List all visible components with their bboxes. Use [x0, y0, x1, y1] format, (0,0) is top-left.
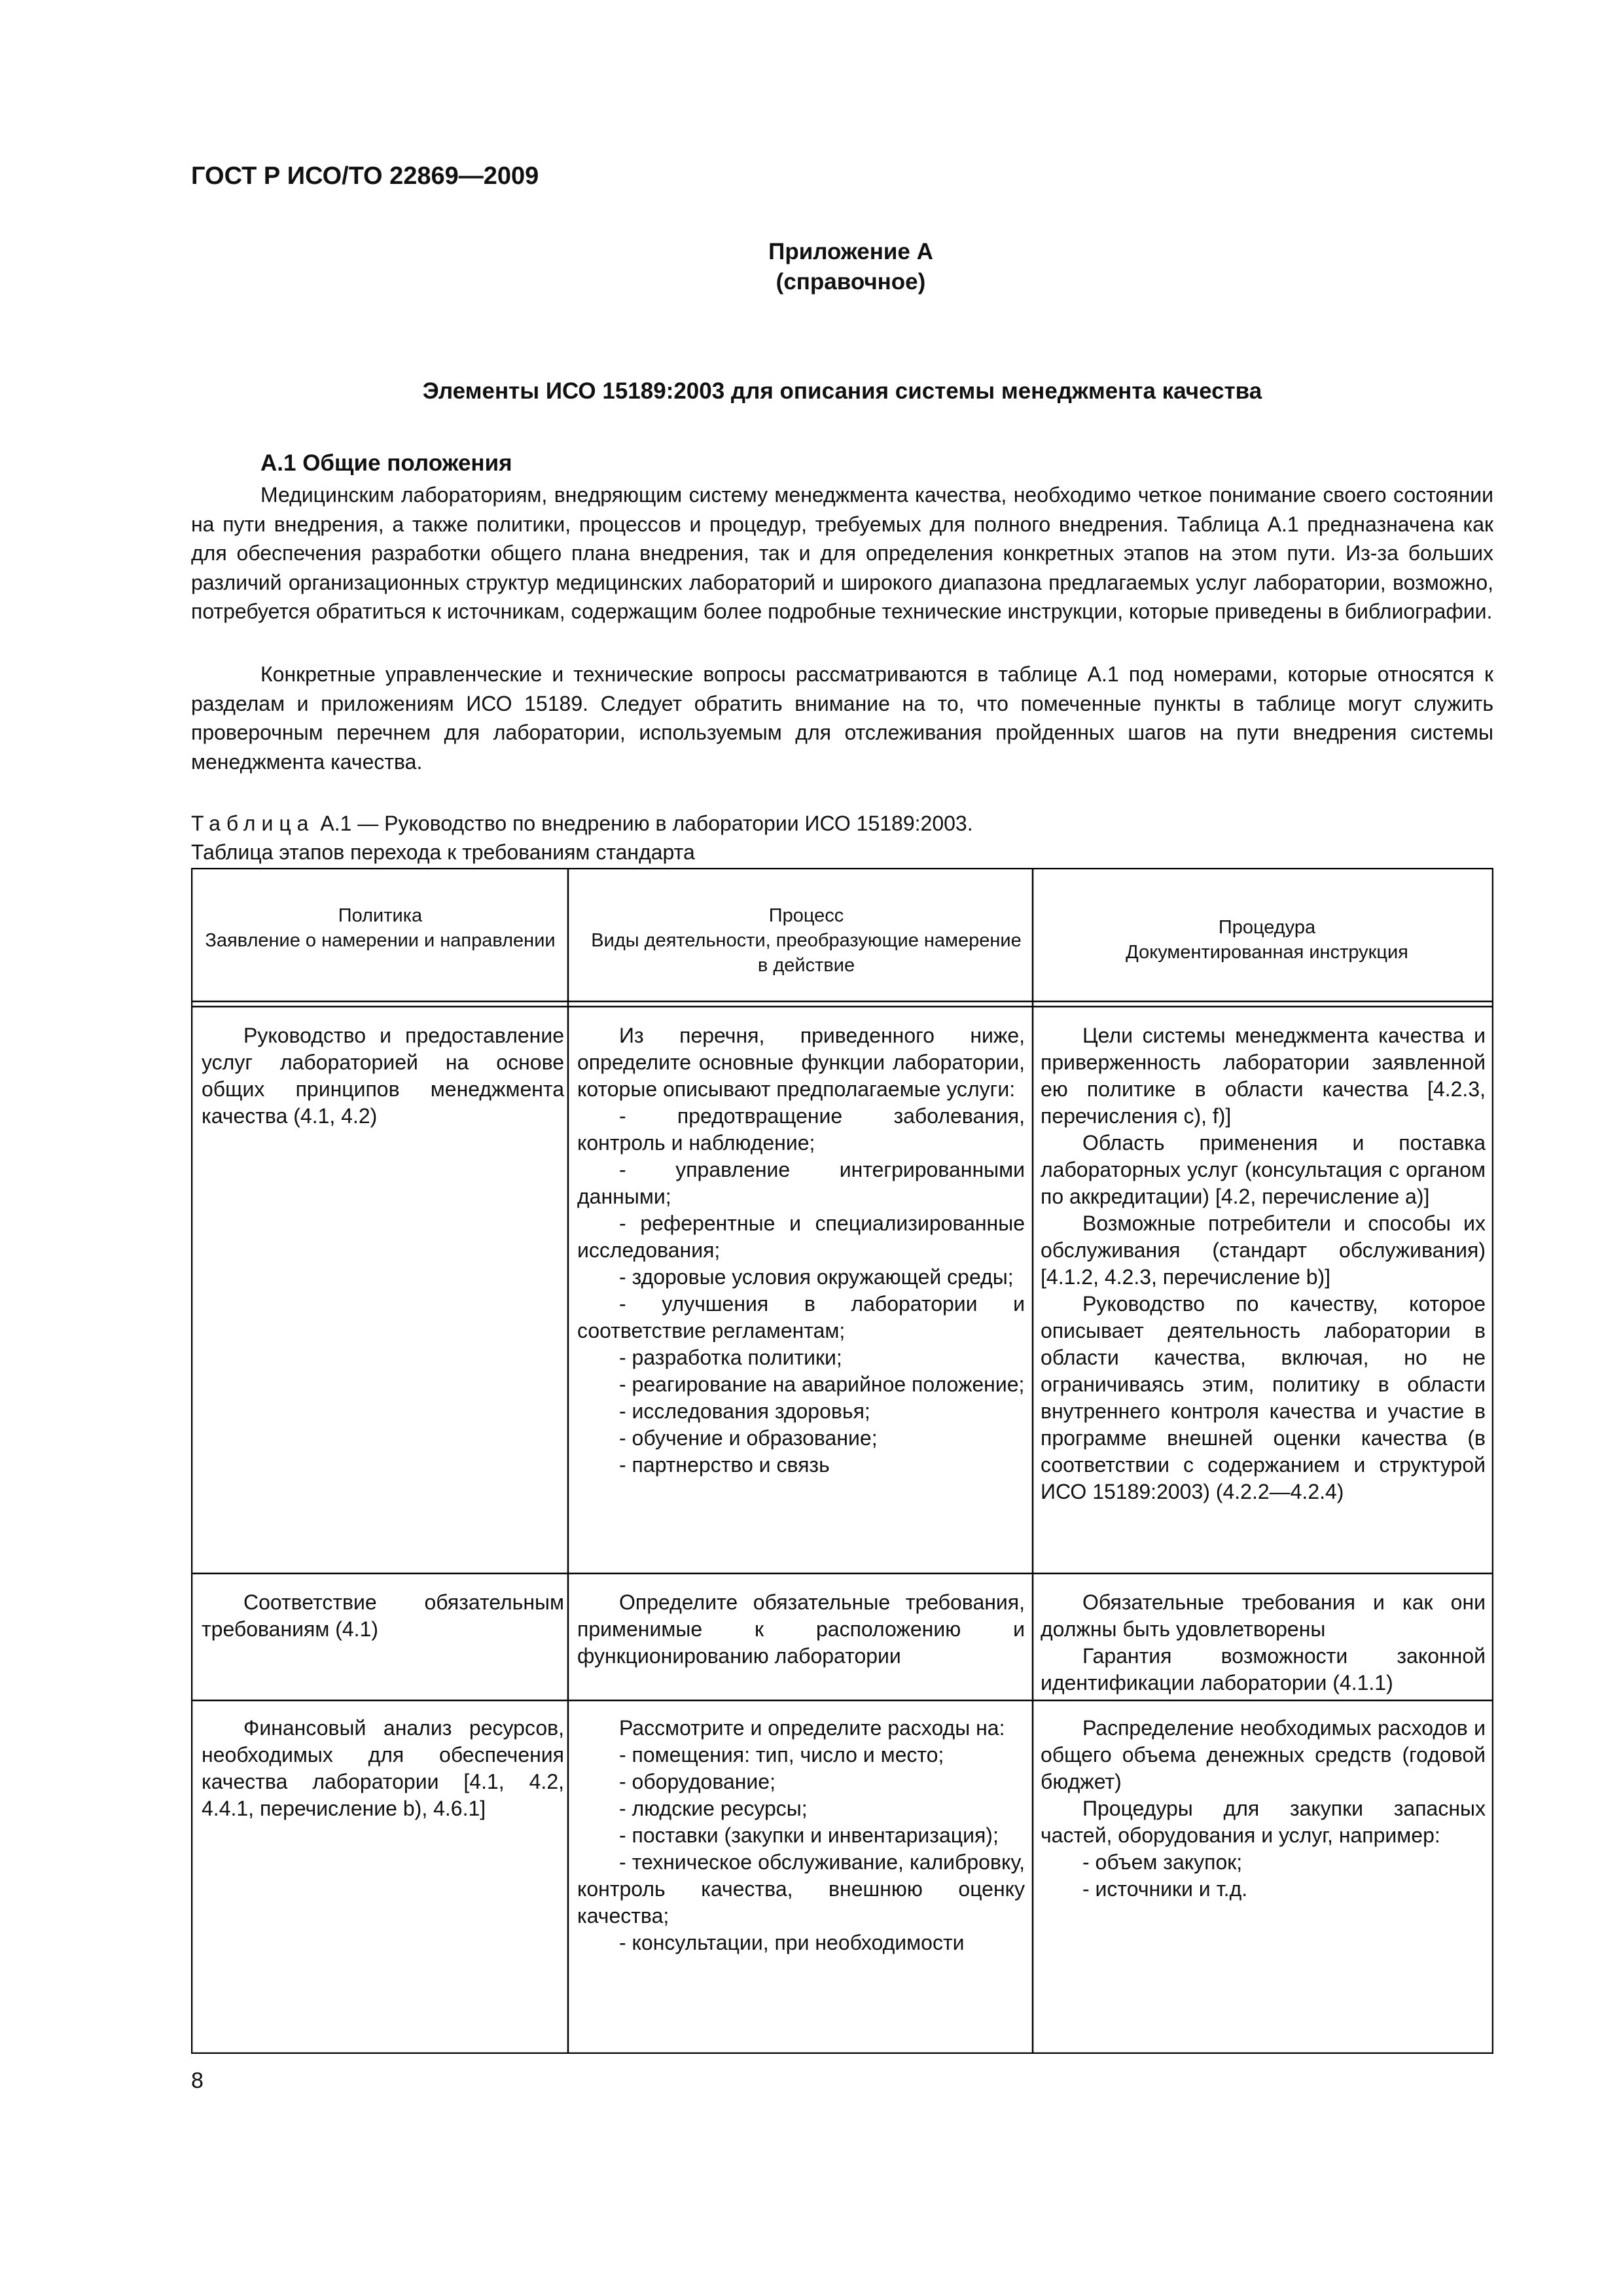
list-item: - управление интегрированными данными; [577, 1158, 1025, 1208]
list-item: - улучшения в лаборатории и соответствие регламентам; [577, 1292, 1025, 1342]
paragraph-2 [191, 660, 1493, 776]
cell-text: Возможные потребители и способы их обслуживания (стандарт обслуживания) [4.1.2, 4.2.3, перечисление b)] [1041, 1211, 1486, 1289]
row1-process [577, 1022, 1025, 1479]
cell-text: Распределение необходимых расходов и общего объема денежных средств (годовой бюджет) [1041, 1716, 1486, 1793]
row2-process [577, 1589, 1025, 1670]
cell-text: Определите обязательные требования, применимые к расположению и функционированию лаборатории [577, 1590, 1025, 1668]
row1-policy [202, 1022, 564, 1130]
list-item: - объем закупок; [1082, 1850, 1243, 1874]
row2-policy [202, 1589, 564, 1643]
paragraph-text: Медицинским лабораториям, внедряющим систему менеджмента качества, необходимо четкое понимание своего состоянии на пути внедрения, а также политики, процессов и процедур, требуемых для полного внедрения. Таблица А.1 предназначена как для обеспечения разработки общего плана внедрения, так и для определения конкретных этапов на этом пути. Из-за больших различий организационных структур медицинских лабораторий и широкого диапазона предлагаемых услуг лаборатории, возможно, потребуется обратиться к источникам, содержащим более подробные технические инструкции, которые приведены в библиографии. [191, 483, 1493, 624]
paragraph-text: Конкретные управленческие и технические вопросы рассматриваются в таблице А.1 под номерами, которые относятся к разделам и приложениям ИСО 15189. Следует обратить внимание на то, что помеченные пункты в таблице могут служить проверочным перечнем для лаборатории, используемым для отслеживания пройденных шагов на пути внедрения системы менеджмента качества. [191, 662, 1493, 774]
list-item: - предотвращение заболевания, контроль и наблюдение; [577, 1104, 1025, 1155]
list-item: - реагирование на аварийное положение; [619, 1372, 1025, 1396]
cell-text: Руководство по качеству, которое описывает деятельность лаборатории в области качества, включая, но не ограничиваясь этим, политику в области внутреннего контроля качества и участие в программе внешней оценки качества (в соответствии с содержанием и структурой ИСО 15189:2003) (4.2.2—4.2.4) [1041, 1292, 1486, 1503]
list-item: - исследования здоровья; [619, 1399, 870, 1423]
row3-policy [202, 1715, 564, 1822]
table-caption [191, 809, 973, 867]
cell-text: Процедуры для закупки запасных частей, оборудования и услуг, например: [1041, 1797, 1486, 1847]
header-policy [194, 903, 567, 953]
cell-text: Соответствие обязательным требованиям (4.1) [202, 1590, 564, 1641]
cell-text: Цели системы менеджмента качества и приверженность лаборатории заявленной ею политике в области качества [4.2.3, перечисления с), f)] [1041, 1024, 1486, 1128]
header-procedure-desc: Документированная инструкция [1126, 942, 1408, 963]
cell-text: Руководство и предоставление услуг лабораторией на основе общих принципов менеджмента качества (4.1, 4.2) [202, 1024, 564, 1128]
list-item: - консультации, при необходимости [619, 1931, 965, 1954]
annex-heading [654, 237, 1047, 297]
list-item: - помещения: тип, число и место; [619, 1743, 944, 1767]
section-title: Элементы ИСО 15189:2003 для описания системы менеджмента качества [422, 378, 1262, 404]
header-process [584, 903, 1029, 978]
row1-procedure [1041, 1022, 1486, 1505]
cell-text: Гарантия возможности законной идентификации лаборатории (4.1.1) [1041, 1644, 1486, 1695]
cell-text: Финансовый анализ ресурсов, необходимых для обеспечения качества лаборатории [4.1, 4.2, 4.4.1, перечисление b), 4.6.1] [202, 1716, 564, 1820]
table-caption-word: Таблица [191, 812, 315, 835]
table-caption-text: А.1 — Руководство по внедрению в лаборатории ИСО 15189:2003. [320, 812, 973, 835]
row2-procedure [1041, 1589, 1486, 1696]
header-procedure-title: Процедура [1218, 917, 1316, 938]
list-item: - разработка политики; [619, 1346, 842, 1369]
row3-procedure [1041, 1715, 1486, 1903]
table-caption-line2: Таблица этапов перехода к требованиям стандарта [191, 840, 695, 864]
header-process-desc: Виды деятельности, преобразующие намерение в действие [591, 930, 1022, 976]
list-item: - источники и т.д. [1082, 1877, 1248, 1901]
annex-title: Приложение А [768, 239, 933, 264]
document-header: ГОСТ Р ИСО/ТО 22869—2009 [191, 162, 539, 190]
cell-text: Обязательные требования и как они должны быть удовлетворены [1041, 1590, 1486, 1641]
header-procedure [1044, 915, 1489, 965]
cell-text: Из перечня, приведенного ниже, определите основные функции лаборатории, которые описывают предполагаемые услуги: [577, 1024, 1025, 1101]
list-item: - референтные и специализированные исследования; [577, 1211, 1025, 1262]
subsection-title: А.1 Общие положения [260, 450, 512, 476]
header-process-title: Процесс [768, 905, 844, 926]
list-item: - здоровые условия окружающей среды; [619, 1265, 1014, 1289]
annex-subtitle: (справочное) [776, 269, 926, 295]
list-item: - оборудование; [619, 1770, 776, 1793]
row3-process [577, 1715, 1025, 1956]
list-item: - поставки (закупки и инвентаризация); [619, 1823, 999, 1847]
list-item: - техническое обслуживание, калибровку, контроль качества, внешнюю оценку качества; [577, 1850, 1025, 1928]
list-item: - людские ресурсы; [619, 1797, 808, 1820]
page-number: 8 [191, 2068, 204, 2093]
list-item: - обучение и образование; [619, 1426, 878, 1450]
header-policy-desc: Заявление о намерении и направлении [205, 930, 556, 951]
list-item: - партнерство и связь [619, 1453, 830, 1477]
header-policy-title: Политика [338, 905, 423, 926]
paragraph-1 [191, 480, 1493, 626]
cell-text: Рассмотрите и определите расходы на: [619, 1716, 1005, 1740]
cell-text: Область применения и поставка лабораторных услуг (консультация с органом по аккредитации) [4.2, перечисление а)] [1041, 1131, 1486, 1208]
